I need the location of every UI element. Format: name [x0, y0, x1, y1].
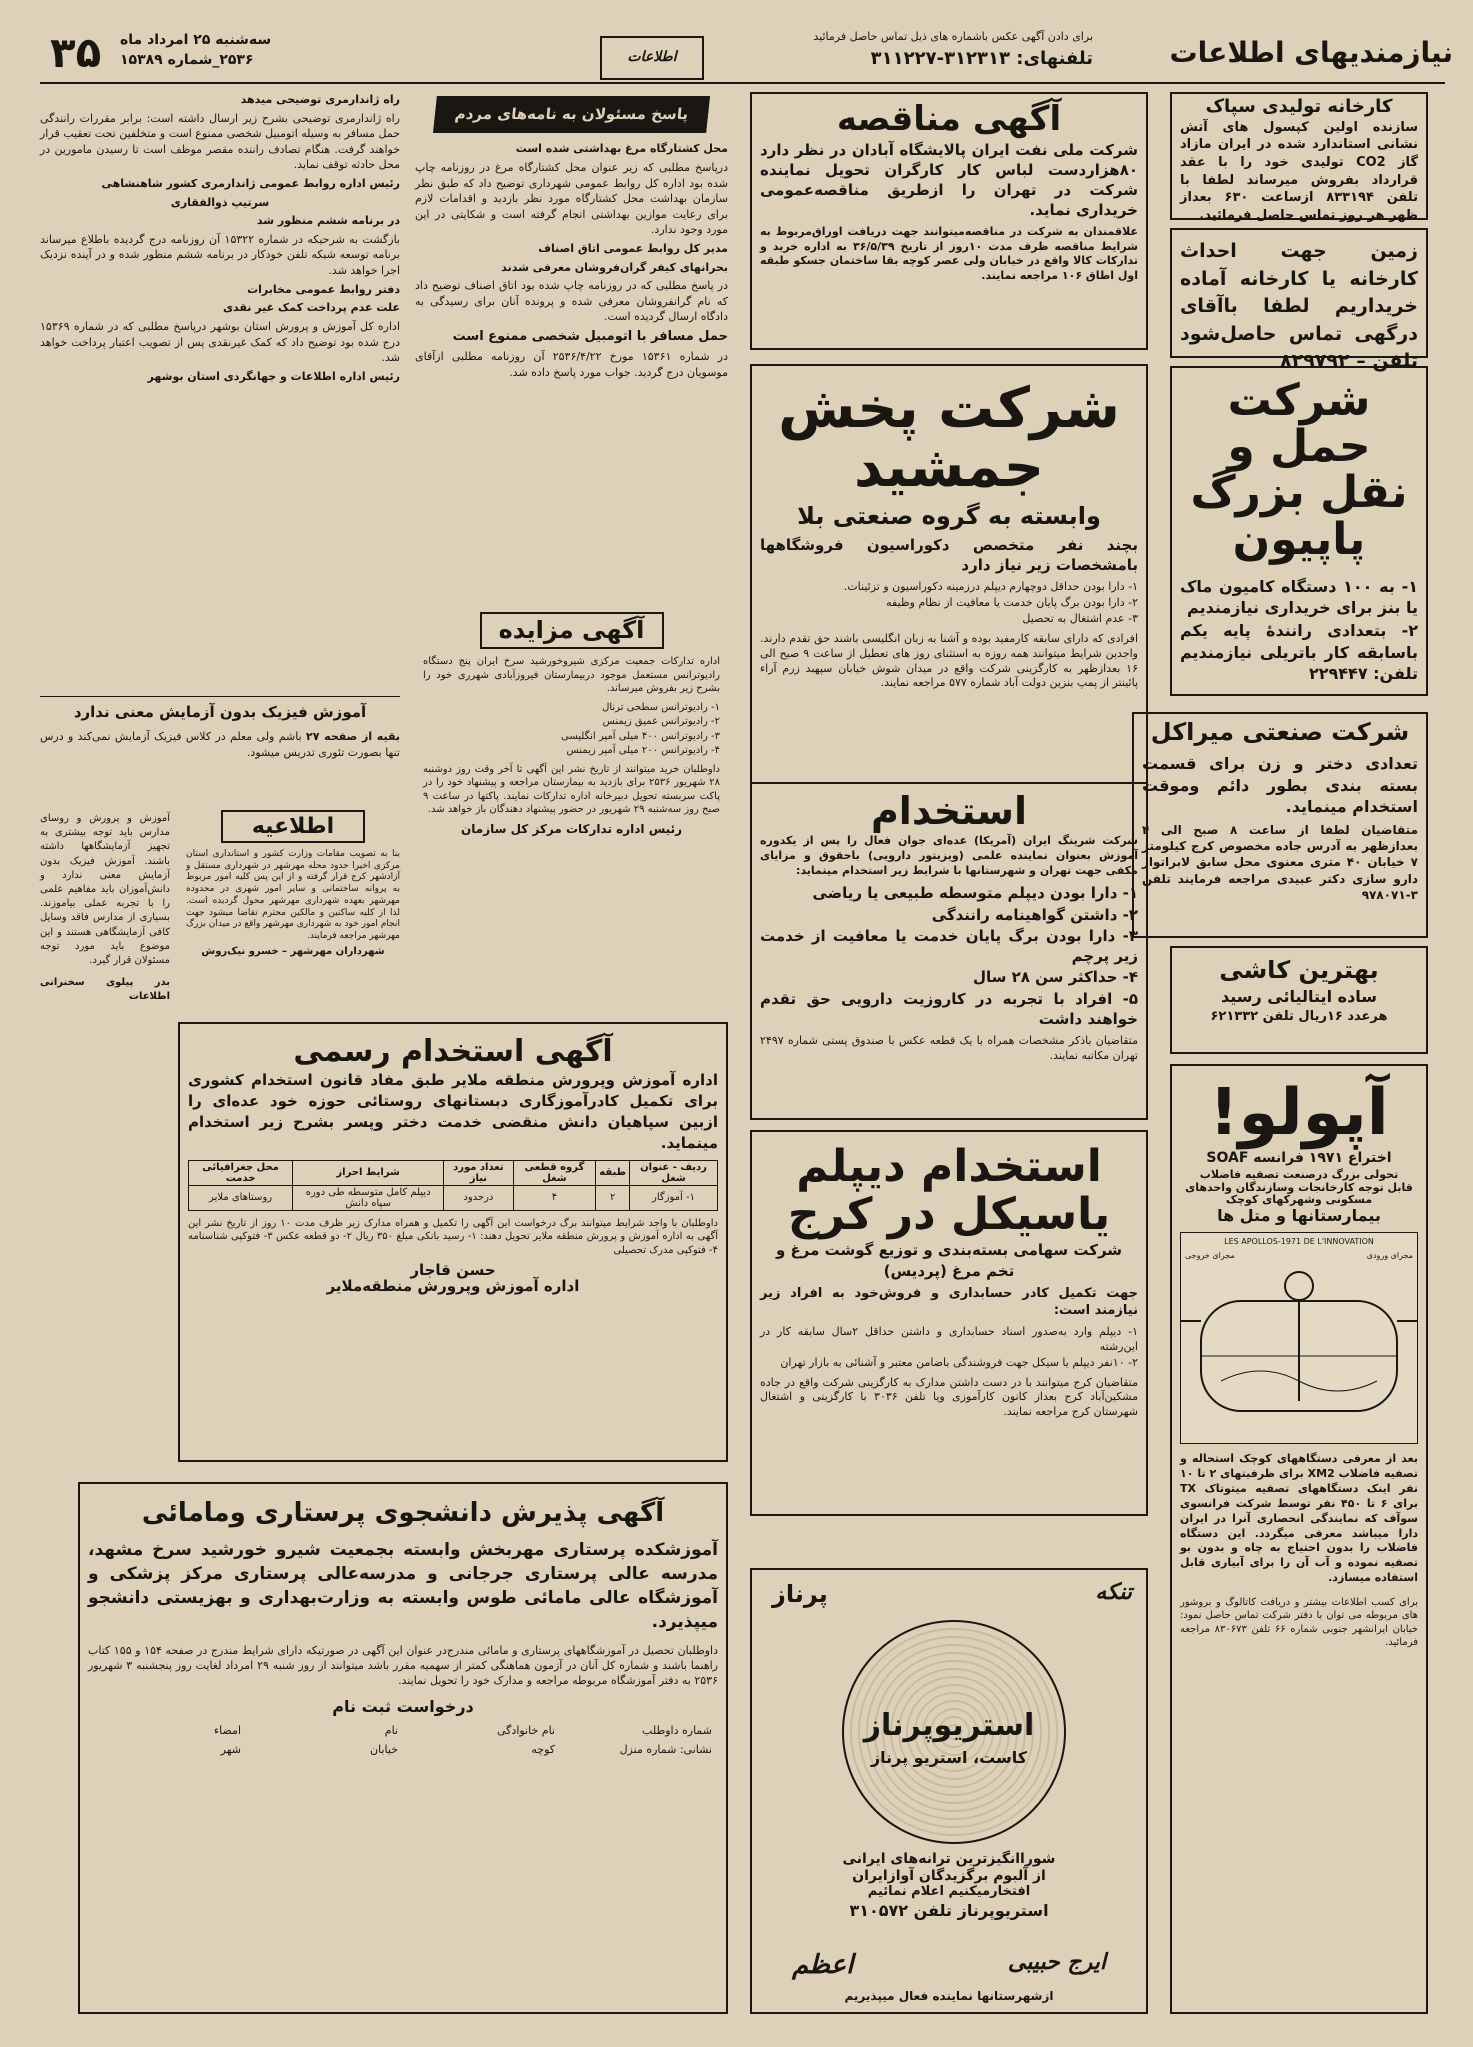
reply-title-text: بحرانهای کیفر گران‌فروشان معرفی شدند: [501, 260, 728, 274]
ad-tender-details: علاقمندان به شرکت در مناقصه‌میتوانند جهت دریافت اوراق‌مربوط به شرایط مناقصه ظرف مدت ۱۰روز از تاریخ ۳۶/۵/۳۹ به اداره خرید و تدارکات کالا واقع در خیابان ولی عصر کوچه بقا ساختمان جسکو طبقه اول اطاق ۱۰۶ مراجعه نمایند.: [760, 224, 1138, 283]
ad-nursing-title: آگهی پذیرش دانشجوی پرستاری ومامائی: [141, 1498, 665, 1528]
ad-apollo-line2: قابل توجه کارخانجات وسازندگان واحدهای مسکونی وشهرکهای کوچک: [1185, 1181, 1413, 1206]
reply-title-text: در برنامه ششم منظور شد: [256, 214, 400, 228]
ad-diploma-company: شرکت سهامی بسته‌بندی و توزیع گوشت مرغ و تخم مرغ (پردیس): [775, 1241, 1123, 1280]
ad-diploma-intro: جهت تکمیل کادر حسابداری و فروش‌خود به افراد زیر نیازمند است:: [760, 1285, 1138, 1319]
ad-official-table-wrap: [180, 1156, 726, 1215]
ad-employment-text: شرکت شرینگ ایران (آمریکا) عده‌ای جوان فعال را پس از یکدوره آموزش بعنوان نماینده علمی (ویزیتور دارویی) باحقوق و مزایای مکفی جهت تهران و شهرستانها با شرایط زیر استخدام مینماید:: [760, 833, 1138, 877]
form-label: امضاء: [213, 1723, 241, 1737]
ad-miracle-text: تعدادی دختر و زن برای قسمت بسته بندی بطور دائم وموقت استخدام مینماید.: [1142, 754, 1418, 817]
ad-diploma-title2: یاسیکل در کرج: [787, 1189, 1111, 1241]
form-label: خیابان: [370, 1742, 398, 1756]
logo-text: اطلاعات: [627, 49, 677, 65]
form-label: کوچه: [531, 1742, 555, 1756]
reply-sign-text: مدیر کل روابط عمومی اتاق اصناف: [538, 241, 728, 255]
reply-title: [40, 300, 400, 316]
ad-employment: [750, 782, 1148, 1120]
parnaz-logo: تنکه: [1095, 1580, 1132, 1605]
ad-nursing-form-title: درخواست ثبت نام: [332, 1697, 474, 1717]
reply-title: [415, 260, 728, 276]
reply-title: [40, 213, 400, 229]
reply-sign-text: دفتر روابط عمومی مخابرات: [247, 282, 400, 296]
reply-text: اداره کل آموزش و پرورش استان بوشهر درپاسخ مطلبی که در شماره ۱۵۳۶۹ درج شده بود توضیح داد که کمک غیرنقدی پس از تصویب اعتبار پرداخت خواهد شد.: [40, 319, 400, 365]
ad-auction-details: داوطلبان خرید میتوانند از تاریخ نشر این آگهی تا آخر وقت روز دوشنبه ۲۸ شهریور ۲۵۳۶ برای بازدید به بیمارستان مراجعه و پیشنهاد خود را در پاکت سربسته تحویل دبیرخانه اداره تدارکات نمایند. پاکتها در ساعت ۹ صبح روز سه‌شنبه ۲۹ شهریور در حضور پیشنهاد دهندگان باز خواهد شد.: [423, 763, 720, 816]
ad-employment-item: ۳- دارا بودن برگ پایان خدمت یا معافیت از خدمت زیر پرچم: [760, 926, 1138, 966]
ad-official-details: داوطلبان با واجد شرایط میتوانند برگ درخواست این آگهی را تکمیل و همراه مدارک زیر ظرف مدت ۱۰ روز از تاریخ نشر این آگهی به اداره آموزش و پرورش منطقه ملایر تحویل دهند: ۱- رسید بانکی مبلغ ۳۵۰ ریال ۲- دو قطعه عکس ۳- فتوکپی شناسنامه ۴- فتوکپی مدرک تحصیلی: [188, 1217, 719, 1256]
ad-apollo-line3: بیمارستانها و متل ها: [1217, 1205, 1381, 1225]
ad-land-text: زمین جهت احداث کارخانه یا کارخانه آماده خریداریم لطفا باآقای درگهی تماس حاصل‌شود تلفن – ۸۲۹۷۹۲: [1180, 240, 1418, 373]
parnaz-brand: پرناز: [772, 1580, 828, 1608]
ad-diploma-item: ۱- دیپلم وارد به‌صدور اسناد حسابداری و داشتن حداقل ۲سال سابقه کار در این‌رشته: [760, 1324, 1138, 1353]
reply-title-text: علت عدم پرداخت کمک غیر نقدی: [222, 301, 400, 315]
form-label: نشانی: شماره منزل: [619, 1742, 712, 1756]
table-header-cell: محل جغرافیائی خدمت: [189, 1160, 293, 1185]
ad-employment-item: ۴- حداکثر سن ۲۸ سال: [972, 968, 1138, 987]
ad-official-lead: اداره آموزش وپرورش منطقه ملایر طبق مفاد قانون استخدام کشوری برای تکمیل کادرآموزگاری دبستانهای روستائی حوزه خود عده‌ای را ازبین سپاهیان دانش منقضی خدمت دختر وپسر بشرح زیر استخدام مینماید.: [188, 1070, 718, 1152]
ad-employment-title: استخدام: [870, 789, 1028, 833]
table-cell: درحدود: [444, 1185, 514, 1210]
page-number: ۳۵: [50, 28, 102, 77]
reply-title-text: راه ژاندارمری توضیحی میدهد: [240, 93, 400, 106]
ad-jamshid-item: ۳- عدم اشتغال به تحصیل: [1022, 611, 1138, 625]
ad-apollo-title: آپولو!: [1209, 1076, 1389, 1150]
table-cell: روستاهای ملایر: [189, 1185, 293, 1210]
masthead: [0, 0, 1473, 86]
reply-sign: [40, 176, 400, 192]
table-row: [189, 1185, 718, 1210]
diagram-inlet: مجرای ورودی: [1366, 1251, 1413, 1261]
physics-continued: [40, 729, 400, 760]
ad-apollo-footer: برای کسب اطلاعات بیشتر و دریافت کاتالوگ و بروشور های مربوطه می توان با دفتر شرکت تماس حاصل نمود: خیابان ایرانشهر جنوبی شماره ۶۶ تلفن ۸۳۰۶۷۳ مراجعه فرمائید.: [1180, 1596, 1418, 1649]
parnaz-text: [772, 1852, 1126, 1920]
physics-continued-label: بقیه از صفحه ۲۷: [306, 730, 400, 744]
ad-employment-item: ۲- داشتن گواهینامه رانندگی: [931, 905, 1138, 924]
ad-jamshid-items: [752, 577, 1146, 630]
reply-text: درپاسخ مطلبی که زیر عنوان محل کشتارگاه مرغ در روزنامه چاپ شده بود اداره کل روابط عمومی شهرداری توضیح داد که طبق نظر سازمان بهداشت محل کشتارگاه مورد نظر بازدید و اقدامات لازم برای رعایت موازین بهداشتی انجام گرفته است و شکایتی در این مورد وجود ندارد.: [415, 160, 728, 237]
ad-tile-title: بهترین کاشی: [1219, 956, 1379, 984]
ad-miracle-details: متقاضیان لطفا از ساعت ۸ صبح الی ۴ بعدازظهر به آدرس جاده مخصوص کرج کیلومتر ۷ خیابان ۴۰ متری معنوی محل سابق لابراتوار دارو سازی دکتر عبیدی مراجعه فرمایند تلفن ۳-۹۷۸۰۷۱: [1142, 822, 1418, 902]
brand-title: نیازمندیهای اطلاعات: [1169, 36, 1453, 69]
ad-jamshid-intro: بچند نفر متخصص دکوراسیون فروشگاهها بامشخصات زیر نیاز دارد: [760, 535, 1138, 575]
physics-sign: [40, 976, 170, 1004]
table-header-cell: طبقه: [596, 1160, 630, 1185]
ad-employment-item: ۱- دارا بودن دیپلم متوسطه طبیعی یا ریاضی: [812, 884, 1138, 903]
ad-diploma-footer: متقاضیان کرج میتوانند با در دست داشتن مدارک به کارگزینی شرکت واقع در جاده مشکین‌آباد کرج بعداز کانون کارآموزی ویا تلفن ۳۰۳۶ با کارگزینی و اشتغال شهرستان کرج مراجعه نمایند.: [760, 1375, 1138, 1419]
ad-tile-text: ساده ایتالیائی رسید: [1220, 987, 1378, 1007]
ad-jamshid-item: ۲- دارا بودن برگ پایان خدمت یا معافیت از نظام وظیفه: [886, 596, 1138, 610]
reply-title: [40, 92, 400, 108]
ad-auction-text: اداره تدارکات جمعیت مرکزی شیروخورشید سرخ ایران پنج دستگاه رادیوترانس مستعمل موجود دربیمارستان فیروزآبادی شهرری خود را بشرح زیر بفروش میرساند.: [423, 656, 720, 695]
masthead-phones: تلفنهای: ۳۱۲۳۱۳-۳۱۱۲۲۷: [870, 48, 1093, 69]
ad-diploma-items: [752, 1322, 1146, 1374]
ad-transport-title: شرکت حمل و نقل بزرگ پاپیون: [1190, 375, 1408, 565]
form-label: شماره داوطلب: [642, 1723, 712, 1737]
septic-tank-diagram: [1181, 1261, 1417, 1441]
table-header-row: [189, 1160, 718, 1185]
ad-transport: [1170, 366, 1428, 696]
table-header-cell: تعداد مورد نیاز: [444, 1160, 514, 1185]
physics-text: آموزش و پرورش و روسای مدارس باید توجه بیشتری به تجهیز آزمایشگاهها داشته باشند. آموزش فیزیک بدون آزمایش معنی ندارد و دانش‌آموزان باید مفاهیم علمی را با تجربه عملی بیاموزند. بسیاری از مدارس فاقد وسایل کافی آزمایشگاهی هستند و این موضوع باید مورد توجه مسئولان قرار گیرد.: [40, 813, 170, 966]
table-cell: ۴: [513, 1185, 596, 1210]
ad-land: [1170, 228, 1428, 373]
ad-tender-title: آگهی مناقصه: [836, 99, 1062, 139]
replies-header: [433, 96, 710, 133]
ad-official-sign1: حسن قاجار: [410, 1261, 496, 1279]
reply-title-text: حمل مسافر با اتومبیل شخصی ممنوع است: [452, 329, 728, 344]
ad-jamshid-subtitle: وابسته به گروه صنعتی بلا: [797, 501, 1101, 530]
parnaz-title: استریوپرناز: [863, 1708, 1035, 1743]
form-label: شهر: [220, 1742, 241, 1756]
ad-official-title: آگهی استخدام رسمی: [293, 1034, 613, 1069]
ad-nursing-text: داوطلبان تحصیل در آموزشگاههای پرستاری و مامائی مندرج‌در عنوان این آگهی در صورتیکه دارای شرایط مندرج در صفحه ۱۵۴ و ۱۵۵ کتاب راهنما باشند و شماره کل آنان در آزمون هماهنگی کمتر از سهمیه مقرر باشد میتوانند از روز شنبه ۲۹ امرداد لغایت روز پنجشنبه ۳ شهریور ۲۵۳۶ به دفتر آموزشگاه مربوطه مراجعه و مدارک خود را تحویل نمایند.: [88, 1644, 718, 1688]
ad-auction: [415, 608, 728, 1008]
ad-apollo-line1: تحولی بزرگ درصنعت تصفیه فاضلاب: [1199, 1167, 1399, 1181]
parnaz-footer: ازشهرستانها نماینده فعال میپذیریم: [844, 1989, 1054, 2003]
ad-diploma-title: استخدام دیپلم: [796, 1141, 1102, 1192]
reply-sign: [40, 282, 400, 298]
apollo-diagram: [1180, 1232, 1418, 1444]
reply-text: در شماره ۱۵۳۶۱ مورخ ۲۵۳۶/۴/۲۲ آن روزنامه مطلبی ازآقای موسویان درج گردید. جواب مورد پاسخ داده شد.: [415, 350, 728, 380]
reply-sign-text: رئیس اداره روابط عمومی ژاندارمری کشور شاهنشاهی: [101, 177, 400, 191]
ad-jamshid-item: ۱- دارا بودن حداقل دوچهارم دیپلم درزمینه دکوراسیون و تزئینات.: [843, 580, 1138, 594]
ad-employment-item: ۵- افراد با تجربه در کاروزیت دارویی حق تقدم خواهند داشت: [760, 989, 1138, 1028]
diagram-outlet: مجرای خروجی: [1185, 1251, 1235, 1261]
reply-title: [415, 141, 728, 157]
reply-text: بازگشت به شرحیکه در شماره ۱۵۳۲۲ آن روزنامه درج گردیده باطلاع میرساند برنامه توسعه شبکه تلفن خودکار در برنامه ششم منظور شده و در آینده نزدیک اجرا خواهد شد.: [40, 232, 400, 278]
reply-sign-text: سرتیپ ذوالفقاری: [170, 195, 270, 209]
ad-auction-items: [415, 698, 728, 761]
table-header-cell: ردیف - عنوان شغل: [630, 1160, 718, 1185]
ad-apollo-subtitle: اختراع ۱۹۷۱ فرانسه SOAF: [1206, 1150, 1392, 1167]
reply-sign: [40, 195, 400, 211]
physics-article: [40, 702, 400, 812]
ad-notice: [178, 808, 408, 1008]
ad-tile-price: هرعدد ۱۶ریال تلفن ۶۲۱۳۳۲: [1210, 1008, 1388, 1024]
reply-text: در پاسخ مطلبی که در روزنامه چاپ شده بود اتاق اصناف توضیح داد که نام گرانفروشان معرفی شده و پرونده آنان برای رسیدگی به دادگاه ارسال گردیده است.: [415, 279, 728, 324]
ad-jamshid-details: افرادی که دارای سابقه کارمفید بوده و آشنا به زبان انگلیسی باشند حق تقدم دارند. واجدین شرایط میتوانند همه روزه به استثنای روز های تعطیل از ساعت ۹ صبح الی ۱۶ بعدازظهر به کارگزینی شرکت واقع در میدان شوش خیابان سپهبد زرم آراء پائینتر از پمپ بنزین دولت آباد شماره ۵۷۷ مراجعه نمایند.: [760, 631, 1138, 690]
logo-badge: [600, 36, 704, 80]
parnaz-artist1: اعظم: [792, 1950, 854, 1980]
ad-notice-text: بنا به تصویب مقامات وزارت کشور و استانداری استان مرکزی اخیرا حدود محله مهرشهر در شهرداری مستقل و آزادشهر کرج قرار گرفته و از این پس کلیه امور مربوط به پروانه ساختمانی و سایر امور شهری در محدوده مهرشهر بعهده شهرداری مهرشهر محول گردیده است. لذا از کلیه ساکنین و مالکین محترم تقاضا میشود جهت انجام امور خود به شهرداری مهرشهر واقع در میدان بزرگ مهرشهر مراجعه فرمایند.: [186, 849, 400, 941]
ad-auction-item: ۲- رادیوترانس عمیق زیمنس: [602, 716, 720, 728]
form-label: نام: [384, 1723, 398, 1737]
table-cell: ۱- آموزگار: [630, 1185, 718, 1210]
ad-sepehr: [1170, 92, 1428, 223]
physics-title: آموزش فیزیک بدون آزمایش معنی ندارد: [73, 703, 367, 721]
table-header-cell: شرایط احراز: [293, 1160, 444, 1185]
ad-miracle: [1132, 712, 1428, 938]
table-header-cell: گروه قطعی شغل: [513, 1160, 596, 1185]
ad-diploma: [750, 1130, 1148, 1516]
parnaz-line3: افتخارمیکنیم اعلام نمائیم: [867, 1884, 1031, 1900]
ad-transport-item: ۲- بتعدادی رانندهٔ پایه یکم باسابقه کار باتریلی نیازمندیم تلفن: ۲۲۹۴۴۷: [1180, 620, 1418, 684]
ad-employment-footer: متقاضیان باذکر مشخصات همراه با یک قطعه عکس با صندوق پستی شماره ۲۴۹۷ تهران مکاتبه نمایند.: [760, 1034, 1138, 1063]
ad-sepehr-text: سازنده اولین کپسول های آتش نشانی استاندارد شده در ایران مازاد گاز CO2 تولیدی خود را با عقد قرارداد بفروش میرساند لطفا با تلفن ۸۳۳۱۹۴ ازساعت ۶۳۰ بعداز ظهر هر روز تماس حاصل فرمائید.: [1180, 119, 1419, 223]
issue-date: سه‌شنبه ۲۵ امرداد ماه: [120, 32, 272, 48]
ad-nursing-form: [80, 1716, 726, 1764]
physics-body: [40, 812, 170, 1462]
replies-column: [415, 92, 728, 602]
ad-sepehr-title: کارخانه تولیدی سپاک: [1205, 96, 1393, 117]
ad-apollo: [1170, 1064, 1428, 2014]
ad-nursing: [78, 1482, 728, 2014]
ad-transport-item: ۱- به ۱۰۰ دستگاه کامیون ماک یا بنز برای خریداری نیازمندیم: [1180, 576, 1418, 618]
ad-auction-item: ۴- رادیوترانس ۲۰۰ میلی آمپر زیمنس: [566, 745, 720, 757]
table-cell: دیپلم کامل متوسطه طی دوره سپاه دانش: [293, 1185, 444, 1210]
ad-jamshid: [750, 364, 1148, 784]
reply-text: راه ژاندارمری توضیحی بشرح زیر ارسال داشته است: برابر مقررات رانندگی حمل مسافر به وسیله اتومبیل شخصی ممنوع است و متخلفین تحت تعقیب قرار خواهند گرفت. هنگام تصادف راننده مقصر موظف است تا رسیدن مامورین در محل حادثه توقف نماید.: [40, 111, 400, 172]
gendarmerie-column: [40, 92, 400, 692]
ad-tender: [750, 92, 1148, 350]
ad-official-sign2: اداره آموزش وپرورش منطقه‌ملایر: [326, 1276, 580, 1295]
ad-transport-items: [1172, 573, 1426, 688]
ad-official: [178, 1022, 728, 1462]
table-cell: ۲: [596, 1185, 630, 1210]
diagram-label: LES APOLLOS-1971 DE L'INNOVATION: [1224, 1237, 1374, 1247]
ad-tender-text: شرکت ملی نفت ایران پالایشگاه آبادان در نظر دارد ۸۰هزاردست لباس کار کارگران تحویل نماینده شرکت در تهران را ازطریق مناقصه‌عمومی خریداری نماید.: [760, 140, 1138, 220]
ad-apollo-text: بعد از معرفی دستگاههای کوچک استحاله و تصفیه فاضلاب XM2 برای ظرفیتهای ۲ تا ۱۰ نفر اینک دستگاههای تصفیه میتوتاک TX برای ۶ تا ۴۵۰ نفر توسط شرکت فرانسوی سوآف که نمایندگی انحصاری آنرا در ایران دارا میباشد معرفی میگردد. این دستگاه فاضلاب را بدون احتیاج به چاه و بدون بو تصفیه نموده و آب آن را برای آبیاری قابل استفاده میسازد.: [1180, 1452, 1419, 1585]
physics-sign-text: بدر پیلوی سخنرانی اطلاعات: [40, 977, 170, 1003]
ad-notice-title: اطلاعیه: [221, 810, 365, 843]
parnaz-artist2: ایرج حبیبی: [1007, 1950, 1106, 1975]
reply-title: [415, 328, 728, 346]
parnaz-phone: استریوپرناز تلفن ۳۱۰۵۷۲: [849, 1901, 1049, 1921]
ad-tile: [1170, 946, 1428, 1054]
ad-diploma-item: ۲- ۱۰نفر دیپلم یا سیکل جهت فروشندگی باضامن معتبر و آشنائی به بازار تهران: [780, 1355, 1138, 1369]
ad-parnaz: [750, 1568, 1148, 2014]
form-label: نام خانوادگی: [497, 1723, 555, 1737]
masthead-note: برای دادن آگهی عکس باشماره های ذیل تماس حاصل فرمائید: [813, 30, 1093, 43]
parnaz-subtitle: کاست، استریو پرناز: [870, 1748, 1028, 1767]
ad-official-table: [188, 1160, 718, 1211]
reply-sign-text: رئیس اداره اطلاعات و جهانگردی استان بوشهر: [147, 369, 400, 383]
ad-notice-footer: شهرداران مهرشهر – خسرو نیک‌روش: [201, 945, 385, 957]
reply-sign: [40, 369, 400, 385]
parnaz-line1: شوراانگیزترین ترانه‌های ایرانی: [842, 1851, 1056, 1867]
issue-number: ۲۵۳۶_شماره ۱۵۳۸۹: [120, 52, 254, 68]
replies-header-text: پاسخ مسئولان به نامه‌های مردم: [453, 105, 690, 123]
masthead-rule: [40, 82, 1445, 84]
parnaz-line2: از آلبوم برگزیدگان آوازایران: [852, 1867, 1046, 1884]
ad-employment-items: [752, 880, 1146, 1032]
reply-sign: [415, 241, 728, 257]
ad-auction-footer: رئیس اداره تدارکات مرکز کل سازمان: [461, 821, 682, 836]
ad-nursing-lead: آموزشکده پرستاری مهربخش وابسته بجمعیت شیرو خورشید سرخ مشهد، مدرسه عالی پرستاری جرجانی و مدرسه‌عالی پرستاری مرکز پزشکی و آموزشگاه عالی مامائی طوس وابسته به وزارت‌بهداری و بهزیستی دانشجو میپذیرد.: [88, 1540, 718, 1632]
ad-auction-item: ۳- رادیوترانس ۴۰۰ میلی آمپر انگلیسی: [561, 730, 720, 742]
physics-continued-text: باشم ولی معلم در کلاس فیزیک آزمایش نمی‌کند و درس تنها بصورت تئوری تدریس میشود.: [40, 730, 400, 759]
ad-miracle-title: شرکت صنعتی میراکل: [1150, 718, 1410, 746]
column-divider: [40, 696, 400, 697]
ad-auction-title: آگهی مزایده: [480, 612, 664, 649]
reply-title-text: محل کشتارگاه مرغ بهداشتی شده است: [515, 142, 728, 156]
ad-jamshid-title: شرکت پخش جمشید: [778, 376, 1120, 500]
ad-auction-item: ۱- رادیوترانس سطحی ترنال: [602, 701, 720, 713]
